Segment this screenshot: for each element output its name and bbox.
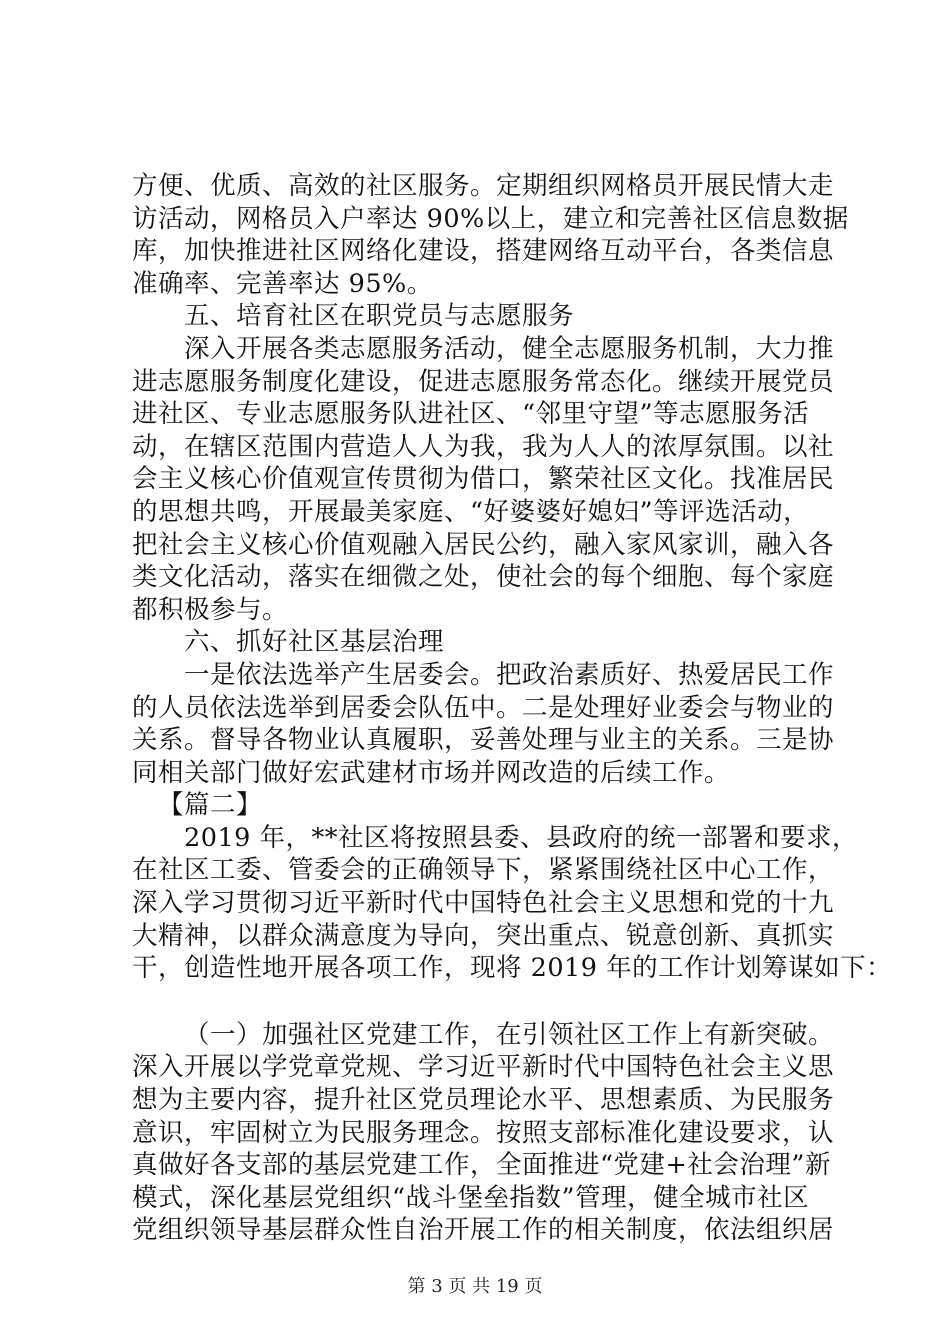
text-line: 把社会主义核心价值观融入居民公约，融入家风家训，融入各 <box>132 529 835 560</box>
text-line: 进志愿服务制度化建设，促进志愿服务常态化。继续开展党员 <box>132 366 835 397</box>
page-footer: 第 3 页 共 19 页 <box>407 1276 543 1297</box>
text-line: 一是依法选举产生居委会。把政治素质好、热爱居民工作 <box>184 659 835 690</box>
document-body <box>132 170 893 1247</box>
text-line: 深入学习贯彻习近平新时代中国特色社会主义思想和党的十九 <box>132 888 835 919</box>
subsection-heading: （一）加强社区党建工作，在引领社区工作上有新突破。 <box>184 1019 835 1050</box>
text-line: 想为主要内容，提升社区党员理论水平、思想素质、为民服务 <box>132 1085 835 1116</box>
text-line: 的人员依法选举到居委会队伍中。二是处理好业委会与物业的 <box>132 692 835 723</box>
text-line: 意识，牢固树立为民服务理念。按照支部标准化建设要求，认 <box>132 1117 835 1148</box>
text-line: 模式，深化基层党组织“战斗堡垒指数”管理，健全城市社区 <box>132 1182 810 1213</box>
text-line: 党组织领导基层群众性自治开展工作的相关制度，依法组织居 <box>132 1215 835 1246</box>
text-line: 大精神，以群众满意度为导向，突出重点、锐意创新、真抓实 <box>132 920 835 951</box>
text-line: 准确率、完善率达 95%。 <box>132 268 433 299</box>
section-heading-5: 五、培育社区在职党员与志愿服务 <box>184 301 575 332</box>
text-line: 深入开展以学党章党规、学习近平新时代中国特色社会主义思 <box>132 1052 835 1083</box>
text-line: 真做好各支部的基层党建工作，全面推进“党建+社会治理”新 <box>132 1150 831 1181</box>
text-line: 进社区、专业志愿服务队进社区、“邻里守望”等志愿服务活 <box>132 399 810 430</box>
text-line: 类文化活动，落实在细微之处，使社会的每个细胞、每个家庭 <box>132 562 835 593</box>
text-line: 动，在辖区范围内营造人人为我，我为人人的浓厚氛围。以社 <box>132 431 835 462</box>
text-line: 干，创造性地开展各项工作，现将 2019 年的工作计划筹谋如下： <box>132 953 893 984</box>
text-line: 会主义核心价值观宣传贯彻为借口，繁荣社区文化。找准居民 <box>132 464 835 495</box>
section-heading-6: 六、抓好社区基层治理 <box>184 627 445 658</box>
text-line: 访活动，网格员入户率达 90%以上，建立和完善社区信息数据 <box>132 203 849 234</box>
text-line: 在社区工委、管委会的正确领导下，紧紧围绕社区中心工作， <box>132 855 835 886</box>
text-line: 都积极参与。 <box>132 594 289 625</box>
blank-line <box>132 985 828 1019</box>
text-line: 2019 年，**社区将按照县委、县政府的统一部署和要求， <box>184 822 859 853</box>
text-line: 同相关部门做好宏武建材市场并网改造的后续工作。 <box>132 757 731 788</box>
text-line: 深入开展各类志愿服务活动，健全志愿服务机制，大力推 <box>184 333 835 364</box>
text-line: 库，加快推进社区网络化建设，搭建网络互动平台，各类信息 <box>132 236 835 267</box>
text-line: 关系。督导各物业认真履职，妥善处理与业主的关系。三是协 <box>132 725 835 756</box>
part-heading: 【篇二】 <box>158 790 263 821</box>
text-line: 方便、优质、高效的社区服务。定期组织网格员开展民情大走 <box>132 171 835 201</box>
text-line: 的思想共鸣，开展最美家庭、“好婆婆好媳妇”等评选活动， <box>132 496 810 527</box>
